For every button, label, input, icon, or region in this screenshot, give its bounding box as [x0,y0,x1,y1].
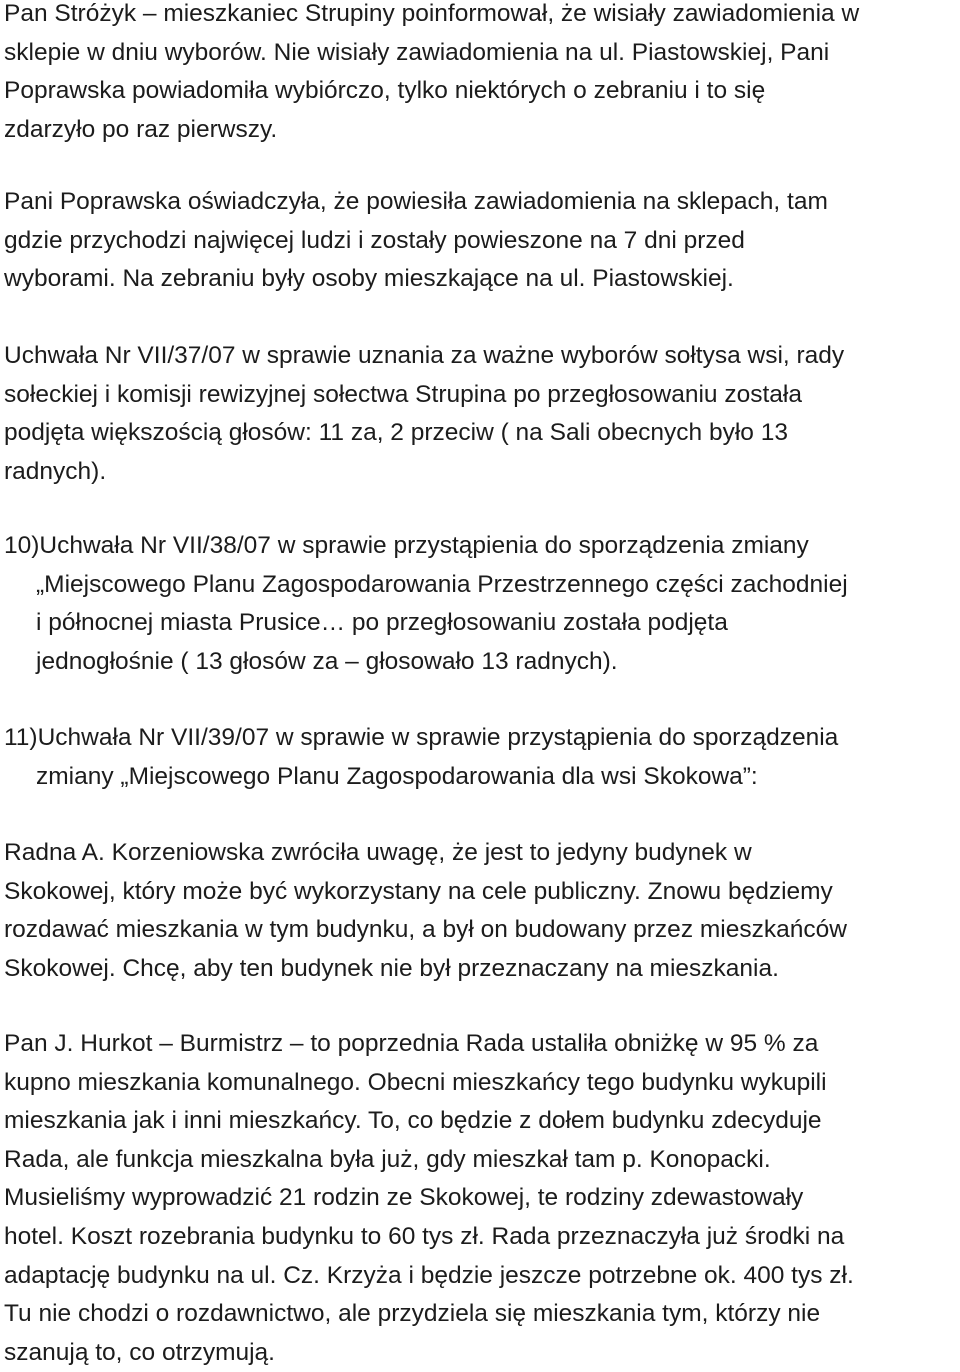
text-line: zdarzyło po raz pierwszy. [4,115,278,143]
text-line: mieszkania jak i inni mieszkańcy. To, co będzie z dołem budynku zdecyduje [4,1107,822,1135]
list-item-10 [4,527,954,681]
text-line: Pani Poprawska oświadczyła, że powiesiła zawiadomienia na sklepach, tam [4,188,828,215]
text-line: kupno mieszkania komunalnego. Obecni mieszkańcy tego budynku wykupili [4,1068,827,1096]
text-line: rozdawać mieszkania w tym budynku, a był on budowany przez mieszkańców [4,916,847,944]
text-line: i północnej miasta Prusice… po przegłosowaniu została podjęta [36,609,728,637]
text-line: sklepie w dniu wyborów. Nie wisiały zawiadomienia na ul. Piastowskiej, Pani [4,38,830,66]
text-line: Rada, ale funkcja mieszkalna była już, gdy mieszkał tam p. Konopacki. [4,1145,771,1173]
text-line: Uchwała Nr VII/37/07 w sprawie uznania za ważne wyborów sołtysa wsi, rady [4,342,845,369]
text-line: wyborami. Na zebraniu były osoby mieszkające na ul. Piastowskiej. [4,265,734,293]
paragraph-hurkot-statement [4,1025,954,1372]
text-line: hotel. Koszt rozebrania budynku to 60 tys zł. Rada przeznaczyła już środki na [4,1222,845,1250]
text-line: Skokowej. Chcę, aby ten budynek nie był przeznaczany na mieszkania. [4,954,779,982]
text-line: radnych). [4,457,107,485]
list-item-11 [4,719,954,796]
text-line: szanują to, co otrzymują. [4,1338,275,1366]
text-line: podjęta większością głosów: 11 za, 2 przeciw ( na Sali obecnych było 13 [4,419,788,447]
text-line: Radna A. Korzeniowska zwróciła uwagę, że jest to jedyny budynek w [4,839,752,866]
paragraph-korzeniowska-statement [4,834,954,988]
text-line: Pan Stróżyk – mieszkaniec Strupiny poinformował, że wisiały zawiadomienia w [4,0,860,27]
text-line: Tu nie chodzi o rozdawnictwo, ale przydziela się mieszkania tym, którzy nie [4,1300,821,1328]
text-line: Skokowej, który może być wykorzystany na cele publiczny. Znowu będziemy [4,877,833,905]
text-line: Musieliśmy wyprowadzić 21 rodzin ze Skokowej, te rodziny zdewastowały [4,1184,804,1212]
text-line: gdzie przychodzi najwięcej ludzi i zostały powieszone na 7 dni przed [4,226,745,254]
text-line: 11)Uchwała Nr VII/39/07 w sprawie w sprawie przystąpienia do sporządzenia [4,724,839,751]
text-line: sołeckiej i komisji rewizyjnej sołectwa Strupina po przegłosowaniu została [4,380,802,408]
paragraph-strozyk-statement [4,0,954,149]
text-line: „Miejscowego Planu Zagospodarowania Przestrzennego części zachodniej [36,570,848,598]
paragraph-poprawska-statement [4,183,954,299]
text-line: jednogłośnie ( 13 głosów za – głosowało 13 radnych). [36,647,618,675]
text-line: adaptację budynku na ul. Cz. Krzyża i będzie jeszcze potrzebne ok. 400 tys zł. [4,1261,854,1289]
text-line: zmiany „Miejscowego Planu Zagospodarowania dla wsi Skokowa”: [36,762,758,790]
text-line: Poprawska powiadomiła wybiórczo, tylko niektórych o zebraniu i to się [4,77,766,105]
text-line: Pan J. Hurkot – Burmistrz – to poprzednia Rada ustaliła obniżkę w 95 % za [4,1030,819,1057]
text-line: 10)Uchwała Nr VII/38/07 w sprawie przystąpienia do sporządzenia zmiany [4,532,809,559]
paragraph-resolution-37 [4,337,954,491]
